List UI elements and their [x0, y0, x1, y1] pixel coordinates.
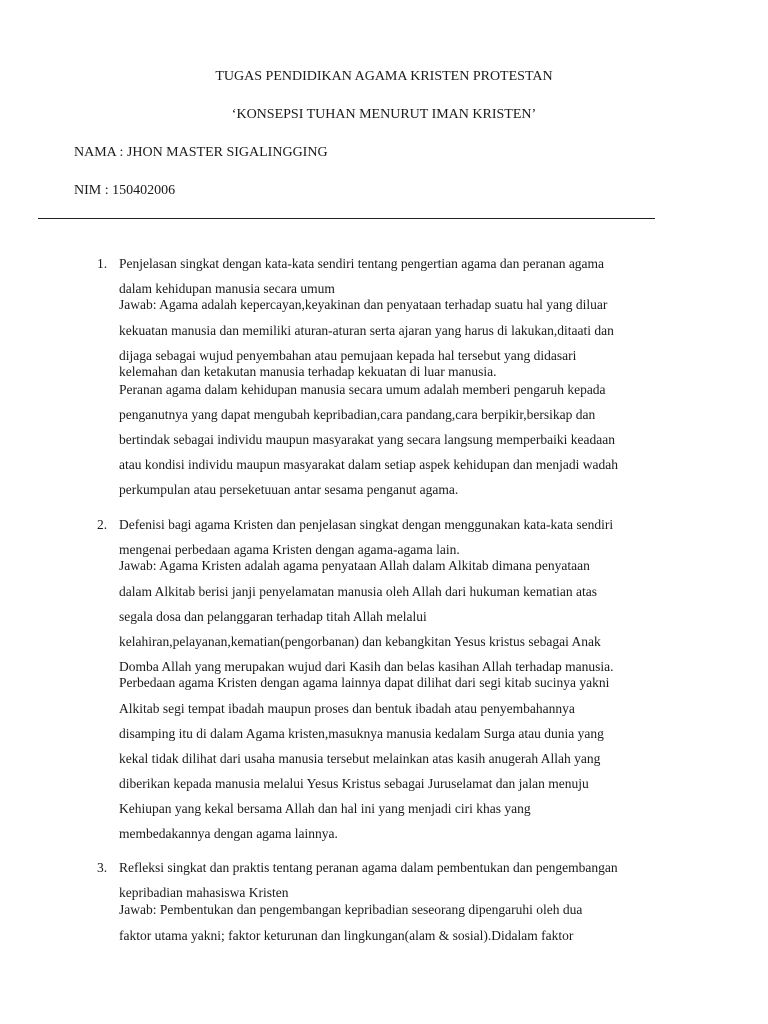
- item-line: Domba Allah yang merupakan wujud dari Kasih dan belas kasihan Allah terhadap manusia.: [119, 659, 614, 674]
- item-line: kelemahan dan ketakutan manusia terhadap kekuatan di luar manusia.: [119, 364, 497, 379]
- item-number: 2.: [97, 517, 108, 532]
- item-line: Alkitab segi tempat ibadah maupun proses dan bentuk ibadah atau penyembahannya: [119, 701, 575, 716]
- item-line: kelahiran,pelayanan,kematian(pengorbanan) dan kebangkitan Yesus kristus sebagai Anak: [119, 634, 601, 649]
- item-line: perkumpulan atau perseketuuan antar sesama penganut agama.: [119, 482, 459, 497]
- document-subtitle: ‘KONSEPSI TUHAN MENURUT IMAN KRISTEN’: [231, 107, 537, 122]
- item-line: faktor utama yakni; faktor keturunan dan lingkungan(alam & sosial).Didalam faktor: [119, 928, 574, 943]
- item-line: Jawab: Agama adalah kepercayan,keyakinan dan penyataan terhadap suatu hal yang diluar: [119, 297, 608, 312]
- item-number: 1.: [97, 256, 108, 271]
- student-nim: NIM : 150402006: [74, 183, 176, 198]
- item-line: Penjelasan singkat dengan kata-kata sendiri tentang pengertian agama dan peranan agama: [119, 256, 605, 271]
- item-line: atau kondisi individu maupun masyarakat dalam setiap aspek kehidupan dan menjadi wadah: [119, 457, 618, 472]
- item-line: kekuatan manusia dan memiliki aturan-aturan serta ajaran yang harus di lakukan,ditaati dan: [119, 323, 614, 338]
- item-line: penganutnya yang dapat mengubah kepribadian,cara pandang,cara berpikir,bersikap dan: [119, 407, 596, 422]
- item-line: segala dosa dan pelanggaran terhadap titah Allah melalui: [119, 609, 427, 624]
- item-line: bertindak sebagai individu maupun masyarakat yang secara langsung memperbaiki keadaan: [119, 432, 615, 447]
- item-line: Kehiupan yang kekal bersama Allah dan hal ini yang menjadi ciri khas yang: [119, 801, 531, 816]
- document-title: TUGAS PENDIDIKAN AGAMA KRISTEN PROTESTAN: [215, 69, 553, 84]
- item-line: dalam Alkitab berisi janji penyelamatan manusia oleh Allah dari hukuman kematian atas: [119, 584, 597, 599]
- item-line: disamping itu di dalam Agama kristen,masuknya manusia kedalam Surga atau dunia yang: [119, 726, 604, 741]
- item-line: Jawab: Pembentukan dan pengembangan kepribadian seseorang dipengaruhi oleh dua: [119, 902, 583, 917]
- item-line: Perbedaan agama Kristen dengan agama lainnya dapat dilihat dari segi kitab sucinya yakni: [119, 675, 610, 690]
- item-line: Refleksi singkat dan praktis tentang peranan agama dalam pembentukan dan pengembangan: [119, 860, 618, 875]
- item-line: dalam kehidupan manusia secara umum: [119, 281, 335, 296]
- item-line: mengenai perbedaan agama Kristen dengan agama-agama lain.: [119, 542, 460, 557]
- item-line: Defenisi bagi agama Kristen dan penjelasan singkat dengan menggunakan kata-kata sendiri: [119, 517, 614, 532]
- item-line: diberikan kepada manusia melalui Yesus Kristus sebagai Juruselamat dan jalan menuju: [119, 776, 589, 791]
- header-divider: [38, 218, 655, 219]
- item-line: Peranan agama dalam kehidupan manusia secara umum adalah memberi pengaruh kepada: [119, 382, 606, 397]
- student-name: NAMA : JHON MASTER SIGALINGGING: [74, 145, 328, 160]
- item-line: membedakannya dengan agama lainnya.: [119, 826, 338, 841]
- item-number: 3.: [97, 860, 108, 875]
- item-line: kekal tidak dilihat dari usaha manusia tersebut melainkan atas kasih anugerah Allah yang: [119, 751, 601, 766]
- item-line: kepribadian mahasiswa Kristen: [119, 885, 289, 900]
- item-line: Jawab: Agama Kristen adalah agama penyataan Allah dalam Alkitab dimana penyataan: [119, 558, 590, 573]
- item-line: dijaga sebagai wujud penyembahan atau pemujaan kepada hal tersebut yang didasari: [119, 348, 577, 363]
